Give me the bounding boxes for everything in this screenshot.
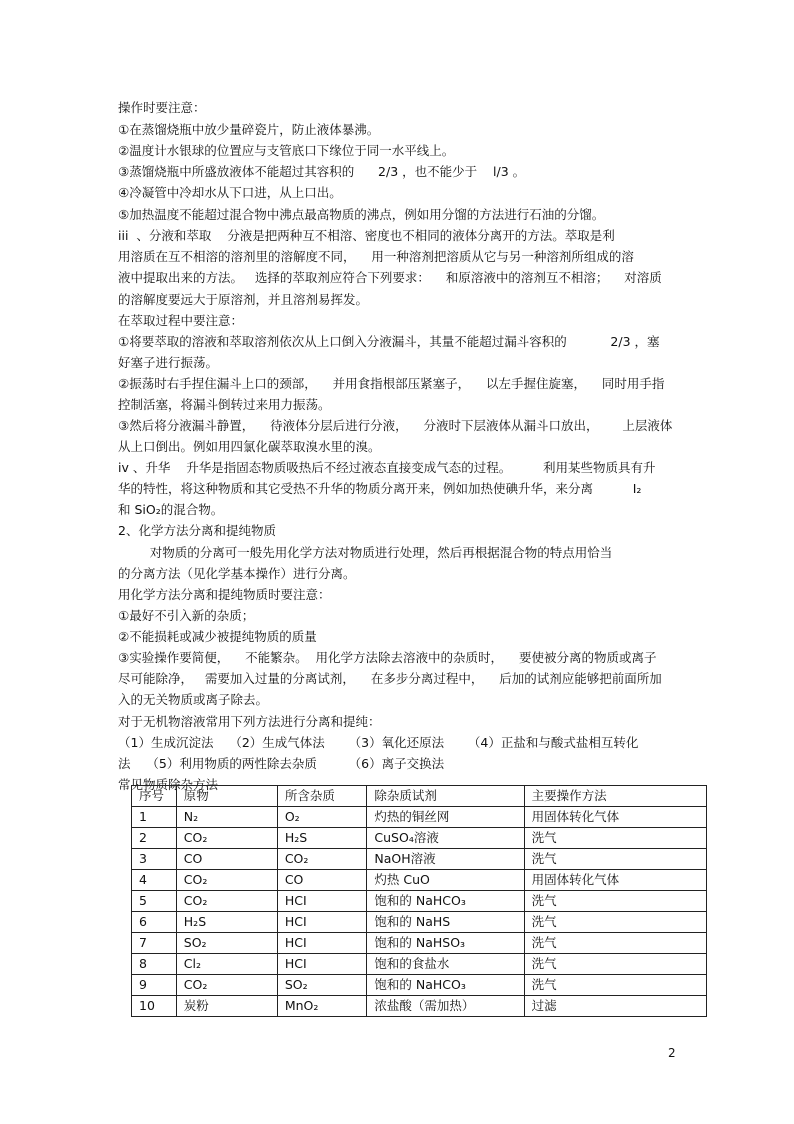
table-cell: CO₂ bbox=[176, 891, 277, 912]
table-cell: 过滤 bbox=[524, 996, 706, 1017]
table-cell: 饱和的 NaHCO₃ bbox=[367, 891, 524, 912]
text-line: 对于无机物溶液常用下列方法进行分离和提纯： bbox=[118, 714, 381, 729]
table-cell: 8 bbox=[132, 954, 177, 975]
text-line: （1）生成沉淀法 （2）生成气体法 （3）氧化还原法 （4）正盐和与酸式盐相互转化 bbox=[118, 735, 639, 750]
table-cell: O₂ bbox=[277, 807, 367, 828]
table-cell: CO bbox=[277, 870, 367, 891]
table-cell: 4 bbox=[132, 870, 177, 891]
text-line: ②振荡时右手捏住漏斗上口的颈部， 并用食指根部压紧塞子， 以左手握住旋塞， 同时用手指 bbox=[118, 376, 665, 391]
table-cell: 9 bbox=[132, 975, 177, 996]
table-cell: 浓盐酸（需加热） bbox=[367, 996, 524, 1017]
text-line: 和 SiO₂的混合物。 bbox=[118, 502, 224, 517]
column-header: 除杂质试剂 bbox=[367, 786, 524, 807]
text-line: ①将要萃取的溶液和萃取溶剂依次从上口倒入分液漏斗，其量不能超过漏斗容积的 2/3 ，塞 bbox=[118, 334, 660, 349]
text-line: 常见物质除杂方法 bbox=[118, 777, 219, 792]
table-cell: CuSO₄溶液 bbox=[367, 828, 524, 849]
table-row bbox=[132, 807, 707, 828]
table-cell: MnO₂ bbox=[277, 996, 367, 1017]
page-number: 2 bbox=[668, 1046, 676, 1060]
table-cell: 洗气 bbox=[524, 933, 706, 954]
table-cell: 用固体转化气体 bbox=[524, 870, 706, 891]
text-line: ①最好不引入新的杂质； bbox=[118, 608, 255, 623]
text-line: iv 、升华 升华是指固态物质吸热后不经过液态直接变成气态的过程。 利用某些物质具有升 bbox=[118, 460, 656, 475]
text-line: ①在蒸馏烧瓶中放少量碎瓷片，防止液体暴沸。 bbox=[118, 122, 380, 137]
table-cell: 饱和的 NaHSO₃ bbox=[367, 933, 524, 954]
table-cell: 1 bbox=[132, 807, 177, 828]
impurity-removal-table bbox=[131, 785, 707, 1017]
table-row bbox=[132, 870, 707, 891]
table-cell: CO₂ bbox=[176, 975, 277, 996]
table-cell: HCI bbox=[277, 933, 367, 954]
table-header-row bbox=[132, 786, 707, 807]
table-row bbox=[132, 891, 707, 912]
table-cell: 洗气 bbox=[524, 891, 706, 912]
text-line: 控制活塞，将漏斗倒转过来用力振荡。 bbox=[118, 397, 331, 412]
text-line: 用化学方法分离和提纯物质时要注意： bbox=[118, 587, 331, 602]
table-cell: 3 bbox=[132, 849, 177, 870]
column-header: 主要操作方法 bbox=[524, 786, 706, 807]
table-cell: 5 bbox=[132, 891, 177, 912]
table-cell: 饱和的 NaHCO₃ bbox=[367, 975, 524, 996]
table-row bbox=[132, 912, 707, 933]
table-cell: SO₂ bbox=[176, 933, 277, 954]
text-line: 法 （5）利用物质的两性除去杂质 （6）离子交换法 bbox=[118, 756, 445, 771]
table-row bbox=[132, 954, 707, 975]
text-line: ③然后将分液漏斗静置， 待液体分层后进行分液， 分液时下层液体从漏斗口放出， 上层液体 bbox=[118, 418, 673, 433]
table-cell: 洗气 bbox=[524, 912, 706, 933]
text-line: 对物质的分离可一般先用化学方法对物质进行处理，然后再根据混合物的特点用恰当 bbox=[118, 545, 613, 560]
table-cell: HCI bbox=[277, 954, 367, 975]
table-cell: Cl₂ bbox=[176, 954, 277, 975]
table-cell: 洗气 bbox=[524, 975, 706, 996]
text-line: ②不能损耗或减少被提纯物质的质量 bbox=[118, 629, 317, 644]
table-cell: 用固体转化气体 bbox=[524, 807, 706, 828]
text-line: 尽可能除净， 需要加入过量的分离试剂， 在多步分离过程中， 后加的试剂应能够把前面所加 bbox=[118, 671, 662, 686]
table-cell: 洗气 bbox=[524, 954, 706, 975]
table-cell: NaOH溶液 bbox=[367, 849, 524, 870]
text-line: ③实验操作要简便， 不能繁杂。 用化学方法除去溶液中的杂质时， 要使被分离的物质或离子 bbox=[118, 650, 657, 665]
column-header: 序号 bbox=[132, 786, 177, 807]
table-cell: CO bbox=[176, 849, 277, 870]
text-line: 的溶解度要远大于原溶剂，并且溶剂易挥发。 bbox=[118, 292, 369, 307]
table-cell: 10 bbox=[132, 996, 177, 1017]
table-cell: H₂S bbox=[176, 912, 277, 933]
column-header: 原物 bbox=[176, 786, 277, 807]
table-cell: H₂S bbox=[277, 828, 367, 849]
column-header: 所含杂质 bbox=[277, 786, 367, 807]
table-row bbox=[132, 975, 707, 996]
table-cell: 饱和的食盐水 bbox=[367, 954, 524, 975]
table-row bbox=[132, 828, 707, 849]
table-cell: N₂ bbox=[176, 807, 277, 828]
table-cell: 洗气 bbox=[524, 828, 706, 849]
text-line: ③蒸馏烧瓶中所盛放液体不能超过其容积的 2/3 ，也不能少于 l/3 。 bbox=[118, 164, 526, 179]
text-line: 用溶质在互不相溶的溶剂里的溶解度不同， 用一种溶剂把溶质从它与另一种溶剂所组成的溶 bbox=[118, 249, 634, 264]
table-cell: 7 bbox=[132, 933, 177, 954]
table-cell: 灼热的铜丝网 bbox=[367, 807, 524, 828]
text-line: 好塞子进行振荡。 bbox=[118, 355, 219, 370]
text-line: ②温度计水银球的位置应与支管底口下缘位于同一水平线上。 bbox=[118, 143, 455, 158]
text-line: 华的特性，将这种物质和其它受热不升华的物质分离开来，例如加热使碘升华，来分离 I₂ bbox=[118, 481, 642, 496]
table-cell: HCI bbox=[277, 912, 367, 933]
table-cell: CO₂ bbox=[176, 828, 277, 849]
table-cell: 6 bbox=[132, 912, 177, 933]
text-line: 操作时要注意： bbox=[118, 100, 206, 115]
table-cell: CO₂ bbox=[277, 849, 367, 870]
table-row bbox=[132, 996, 707, 1017]
text-line: 液中提取出来的方法。 选择的萃取剂应符合下列要求： 和原溶液中的溶剂互不相溶； 对溶质 bbox=[118, 270, 662, 285]
text-line: iii 、分液和萃取 分液是把两种互不相溶、密度也不相同的液体分离开的方法。萃取是利 bbox=[118, 228, 615, 243]
text-line: 2、化学方法分离和提纯物质 bbox=[118, 523, 276, 538]
table-cell: 饱和的 NaHS bbox=[367, 912, 524, 933]
table-cell: 2 bbox=[132, 828, 177, 849]
text-line: ④冷凝管中冷却水从下口进，从上口出。 bbox=[118, 185, 342, 200]
table-cell: 洗气 bbox=[524, 849, 706, 870]
table-row bbox=[132, 933, 707, 954]
table-cell: 灼热 CuO bbox=[367, 870, 524, 891]
text-line: ⑤加热温度不能超过混合物中沸点最高物质的沸点，例如用分馏的方法进行石油的分馏。 bbox=[118, 207, 605, 222]
table-cell: SO₂ bbox=[277, 975, 367, 996]
text-line: 的分离方法（见化学基本操作）进行分离。 bbox=[118, 566, 356, 581]
text-line: 入的无关物质或离子除去。 bbox=[118, 692, 269, 707]
table-cell: CO₂ bbox=[176, 870, 277, 891]
table-row bbox=[132, 849, 707, 870]
table-cell: HCI bbox=[277, 891, 367, 912]
text-line: 从上口倒出。例如用四氯化碳萃取溴水里的溴。 bbox=[118, 439, 381, 454]
text-line: 在萃取过程中要注意： bbox=[118, 313, 244, 328]
table-cell: 炭粉 bbox=[176, 996, 277, 1017]
